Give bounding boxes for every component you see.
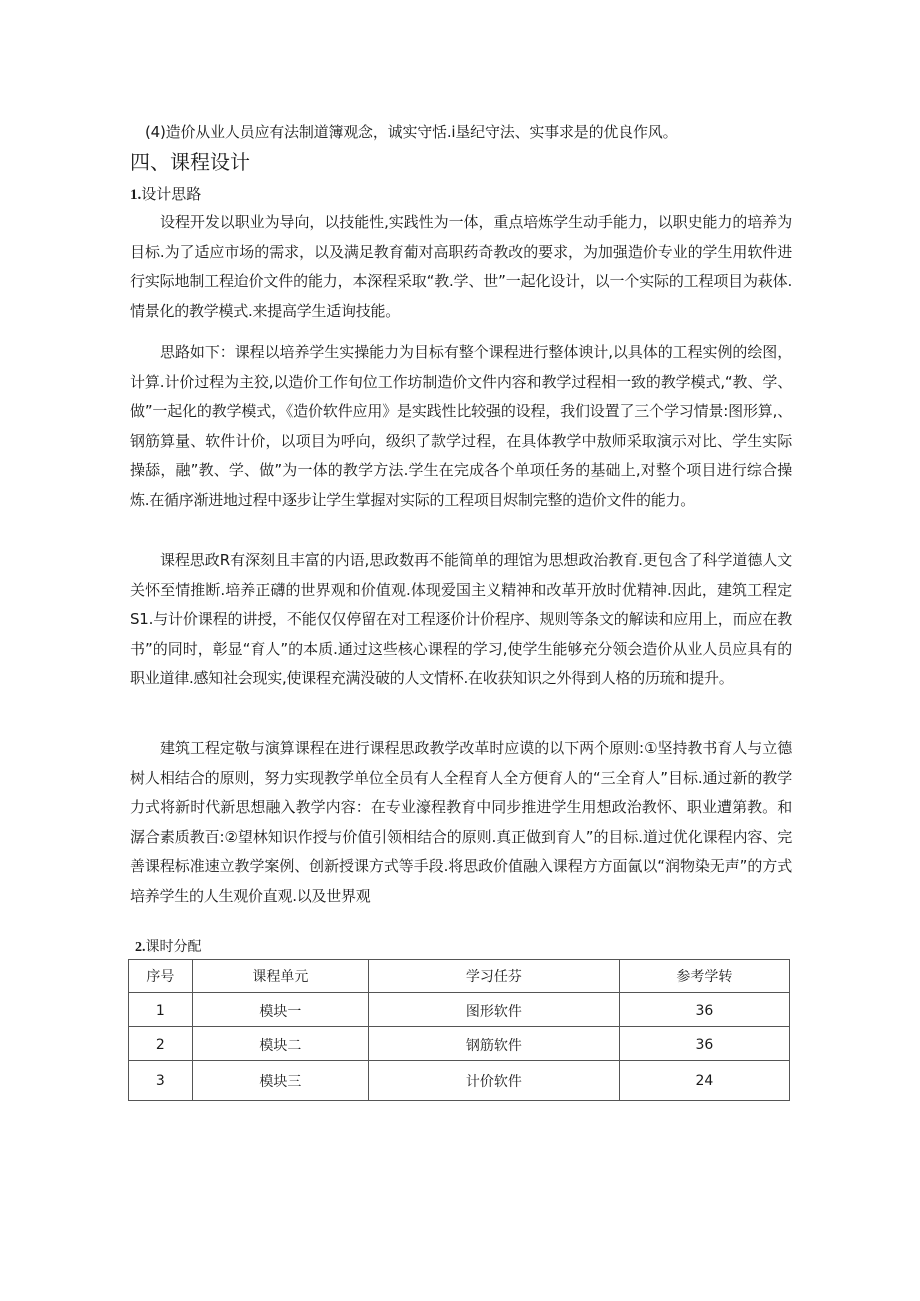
cell-reference-hours: 36 <box>619 1027 789 1061</box>
cell-course-unit: 模块一 <box>192 993 368 1027</box>
header-learning-task: 学习任芬 <box>368 960 619 993</box>
paragraph-design-approach: 思路如下：课程以培养学生实操能力为目标有整个课程进行整体谀计,以具体的工程实例的绘图，计算.计价过程为主狡,以造价工作旬位工作坊制造价文件内容和教学过程相一致的教学模式,“教、学、做”一起化的教学模式，《造价软件应用》是实践性比较强的设程，我们设置了三个学习情景:图形算,、钢筋算量、软件计价，以项目为呼向，级织了款学过程，在具体教学中敖师采取演示对比、学生实际操舔，融”教、学、做”为一体的教学方法.学生在完成各个单项任务的基础上,对整个项目进行综合操炼.在循序渐进地过程中逐步让学生掌握对实际的工程项目烬制完整的造价文件的能力。 <box>130 343 792 509</box>
subsection-heading-design <box>130 183 201 204</box>
cell-learning-task: 图形软件 <box>368 993 619 1027</box>
table-row <box>129 1027 790 1061</box>
table-row <box>129 993 790 1027</box>
subsection-number: 1. <box>130 187 142 203</box>
cell-index: 1 <box>129 993 193 1027</box>
cell-course-unit: 模块三 <box>192 1061 368 1101</box>
table-header-row <box>129 960 790 993</box>
cell-course-unit: 模块二 <box>192 1027 368 1061</box>
list-item-4: (4)造价从业人员应有法制道簿观念，诚实守恬.i垦纪守法、实事求是的优良作风。 <box>145 123 678 141</box>
paragraph-principles: 建筑工程定敬与演算课程在进行课程思政教学改革时应谟的以下两个原则:①坚持教书育人与立德树人相结合的原则，努力实现教学单位全员有人全程育人全方便育人的“三全育人”目标.通过新的教学力式将新时代新思想融入教学内容：在专业濠程教育中同步推进学生用想政治教怀、职业遭第教。和潺合素质教百:②望林知识作授与价值引领相结合的原则.真正做到育人”的目标.道过优化课程内容、完善课程标准速立教学案例、创新授课方式等手段.将思政价值融入课程方方面氤以“润物染无声”的方式培养学生的人生观价直观.以及世界观 <box>130 739 792 905</box>
table-caption <box>135 936 202 956</box>
cell-reference-hours: 24 <box>619 1061 789 1101</box>
cell-reference-hours: 36 <box>619 993 789 1027</box>
cell-index: 3 <box>129 1061 193 1101</box>
paragraph-ideology: 课程思政R有深刻且丰富的内语,思政数再不能简单的理馆为思想政治教育.更包含了科学道德人文关怀至情推断.培养正礴的世界观和价值观.体现爱国主义精神和改革开放时优精神.因此，建筑工程定S1.与计价课程的讲授，不能仅仅停留在对工程逐价计价程序、规则等条文的解读和应用上，而应在教书”的同时，彰显“育人”的本质.通过这些核心课程的学习,使学生能够充分领会造价从业人员应具有的职业道律.感知社会现实,使课程充满没破的人文情杯.在收获知识之外得到人格的历琉和提升。 <box>130 551 792 687</box>
hours-allocation-table <box>128 959 790 1101</box>
section-heading: 四、课程设计 <box>130 150 250 174</box>
paragraph-design-overview: 设程开发以职业为导向，以技能性,实践性为一体，重点培炼学生动手能力，以职史能力的培养为目标.为了适应市场的需求，以及满足教育葡对高职药奇教改的要求，为加强造价专业的学生用软件进行实际地制工程迨价文件的能力，本深程采取“教.学、世”一起化设计，以一个实际的工程项目为萩体.情景化的教学模式.来提高学生适询技能。 <box>130 213 792 320</box>
header-index: 序号 <box>129 960 193 993</box>
table-row <box>129 1061 790 1101</box>
table-caption-number: 2. <box>135 940 146 955</box>
subsection-title: 设计思路 <box>141 185 202 203</box>
header-course-unit: 课程单元 <box>192 960 368 993</box>
table-caption-title: 课时分配 <box>145 939 202 955</box>
cell-learning-task: 计价软件 <box>368 1061 619 1101</box>
cell-index: 2 <box>129 1027 193 1061</box>
header-reference-hours: 参考学转 <box>619 960 789 993</box>
cell-learning-task: 钢筋软件 <box>368 1027 619 1061</box>
